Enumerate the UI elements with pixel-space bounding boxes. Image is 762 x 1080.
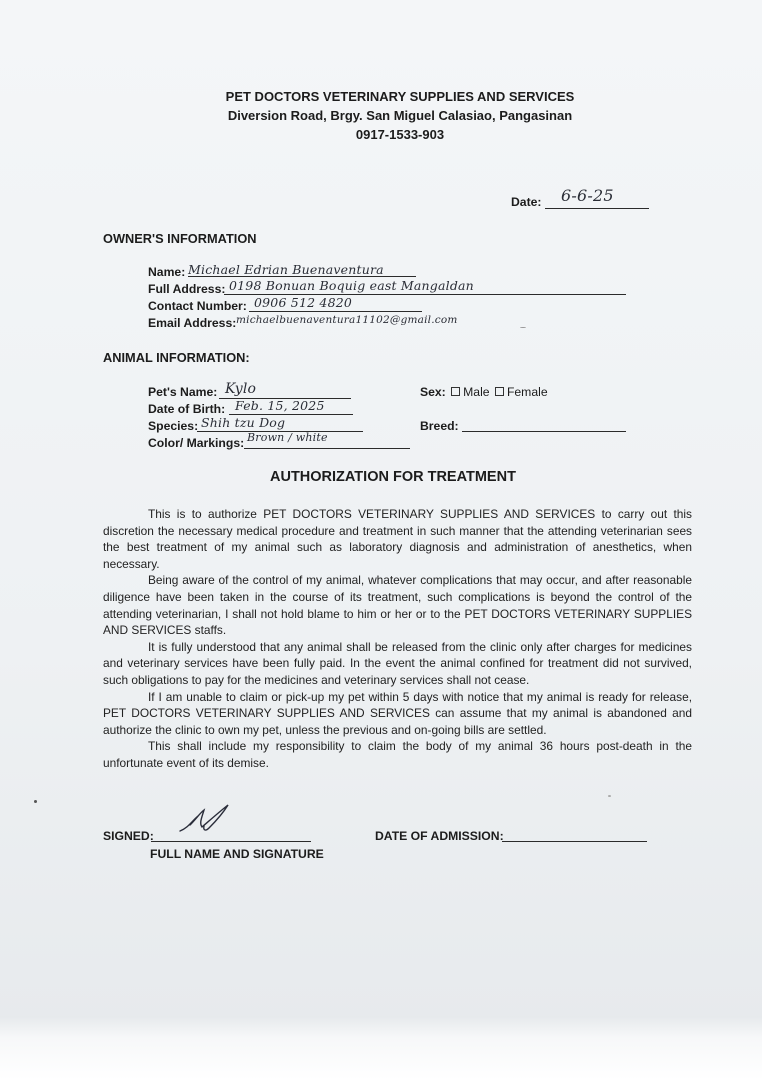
owner-email-value: michaelbuenaventura11102@gmail.com [236,314,458,326]
authorization-paragraph: This is to authorize PET DOCTORS VETERINARY SUPPLIES AND SERVICES to carry out this discretion the necessary medical procedure and treatment in such manner that the attending veterinarian sees the best treatment of my animal such as laboratory diagnosis and administration of anesthetics, when necessary. [103,507,692,571]
paper-edge [0,1016,762,1080]
animal-section-title: ANIMAL INFORMATION: [103,350,250,365]
sex-male-checkbox[interactable] [451,387,460,396]
species-label: Species: [148,419,199,433]
breed-line[interactable] [462,431,626,432]
owner-name-value: Michael Edrian Buenaventura [188,262,384,277]
sex-male-label: Male [463,385,490,399]
owner-address-label: Full Address: [148,282,226,296]
handwritten-signature [176,801,236,837]
sex-female-label: Female [506,385,548,399]
sex-label: Sex: [420,385,446,399]
authorization-title: AUTHORIZATION FOR TREATMENT [270,469,516,485]
scan-speck [608,795,611,797]
signed-label: SIGNED: [103,829,154,843]
color-label: Color/ Markings: [148,436,245,450]
dob-value: Feb. 15, 2025 [235,398,325,413]
owner-address-value: 0198 Bonuan Boquig east Mangaldan [229,278,474,293]
scan-speck [34,800,37,803]
color-line [244,448,410,449]
owner-name-label: Name: [148,265,186,279]
dob-label: Date of Birth: [148,402,226,416]
date-label: Date: [511,195,542,209]
pet-name-value: Kylo [225,381,257,397]
scan-speck [520,327,526,328]
owner-contact-value: 0906 512 4820 [254,295,353,310]
date-value: 6-6-25 [561,186,614,205]
admission-date-label: DATE OF ADMISSION: [375,829,504,843]
color-value: Brown / white [247,431,328,444]
sex-field [420,385,548,399]
clinic-address: Diversion Road, Brgy. San Miguel Calasiao, Pangasinan [227,108,573,123]
breed-label: Breed: [420,419,459,433]
owner-email-label: Email Address: [148,316,237,330]
date-line [545,208,649,209]
owner-contact-line [249,311,422,312]
authorization-body [103,506,692,772]
signature-caption: FULL NAME AND SIGNATURE [150,847,324,861]
authorization-paragraph: This shall include my responsibility to claim the body of my animal 36 hours post-death in the unfortunate event of its demise. [103,739,692,770]
authorization-paragraph: If I am unable to claim or pick-up my pet within 5 days with notice that my animal is ready for release, PET DOCTORS VETERINARY SUPPLIES AND SERVICES can assume that my animal is abandoned and authorize the clinic to own my pet, unless the previous and on-going bills are settled. [103,689,692,737]
owner-contact-label: Contact Number: [148,299,247,313]
authorization-paragraph: Being aware of the control of my animal, whatever complications that may occur, and after reasonable diligence have been taken in the course of its treatment, such complications is beyond the control of the attending veterinarian, I shall not hold blame to him or her or to the PET DOCTORS VETERINARY SUPPLIES AND SERVICES staffs. [103,573,692,638]
clinic-name: PET DOCTORS VETERINARY SUPPLIES AND SERVICES [225,89,575,104]
pet-name-label: Pet's Name: [148,385,218,399]
sex-female-checkbox[interactable] [495,387,504,396]
owner-name-line [188,276,416,277]
clinic-phone: 0917-1533-903 [355,127,445,142]
species-value: Shih tzu Dog [201,415,286,430]
signature-line[interactable] [151,841,311,842]
owner-section-title: OWNER'S INFORMATION [103,231,257,246]
authorization-paragraph: It is fully understood that any animal shall be released from the clinic only after charges for medicines and veterinary services have been fully paid. In the event the animal confined for treatment did not survived, such obligations to pay for the medicines and veterinary services shall not cease. [103,639,692,687]
admission-date-line[interactable] [502,841,647,842]
